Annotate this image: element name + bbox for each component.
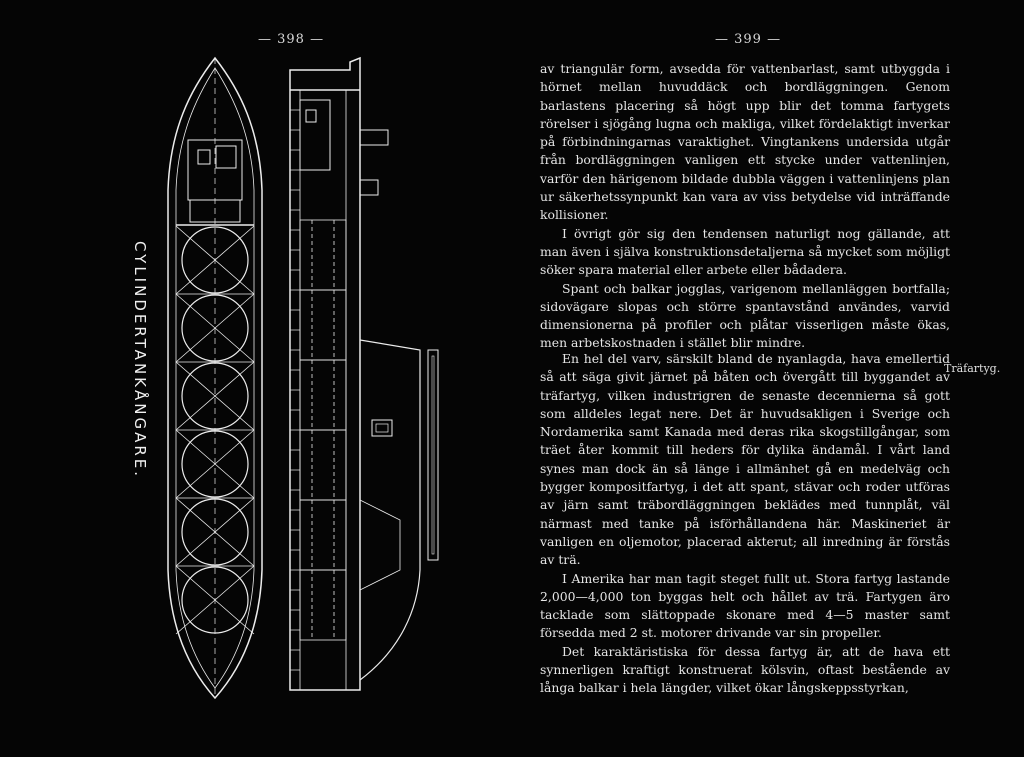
paragraph: En hel del varv, särskilt bland de nyanlagda, hava emellertid så att säga givit järnet på båten och övergått till byggandet av träfartyg, vilken industrigren de senaste decennierna så gott som alldeles legat nere. Det är huvudsakligen i Sverige och Nordamerika samt Kanada med deras rika skogstillgångar, som träet åter kommit till heders för dylika ändamål. I vårt land synes man dock än så länge i allmänhet gå en medelväg och bygger kompositfartyg, i det att spant, stävar och roder utföras av järn samt träbordläggningen beklädes med tunnplåt, väl närmast med tanke på isförhållandena här. Maskineriet är vanligen en oljemotor, placerad akterut; all inredning är förstås av trä. xyxy=(540,351,950,568)
plan-view xyxy=(168,58,262,698)
ship-drawing xyxy=(150,50,490,700)
paragraph: I övrigt gör sig den tendensen naturligt nog gällande, att man även i själva konstruktionsdetaljerna så mycket som möjligt söker spara material eller arbete eller bådadera. xyxy=(540,225,950,278)
side-section-view xyxy=(290,58,438,690)
vertical-caption: CYLINDERTANKÅNGARE. xyxy=(131,240,149,480)
page-number-left: — 398 — xyxy=(258,32,325,47)
text-block-2 xyxy=(540,350,950,698)
margin-note: Träfartyg. xyxy=(944,362,1001,375)
page-number-right: — 399 — xyxy=(715,32,782,47)
paragraph: Spant och balkar jogglas, varigenom mellanläggen bortfalla; sidovägare slopas och större spantavstånd användes, varvid dimensionerna på profiler och plåtar visserligen måste ökas, men arbetskostnaden i stället blir mindre. xyxy=(540,280,950,351)
paragraph: av triangulär form, avsedda för vattenbarlast, samt utbyggda i hörnet mellan huvuddäck och bordläggningen. Genom barlastens placering så högt upp blir det tomma fartygets rörelser i sjögång lugna och makliga, vilket fördelaktigt inverkar på förbindningarnas varaktighet. Vingtankens undersida utgår från bordläggningen vanligen ett stycke under vattenlinjen, varför den härigenom bildade dubbla väggen i vattenlinjens plan ur säkerhetssynpunkt kan vara av viss betydelse vid inträffande kollisioner. xyxy=(540,61,950,223)
text-block-1 xyxy=(540,60,950,353)
paragraph: Det karaktäristiska för dessa fartyg är, att de hava ett synnerligen kraftigt konstruerat kölsvin, oftast bestående av långa balkar i hela längder, vilket ökar långskeppsstyrkan, xyxy=(540,643,950,696)
right-page xyxy=(520,0,1024,757)
paragraph: I Amerika har man tagit steget fullt ut. Stora fartyg lastande 2,000—4,000 ton byggas helt och hållet av trä. Fartygen äro tacklade som slättoppade skonare med 4—5 master samt försedda med 2 st. motorer drivande var sin propeller. xyxy=(540,570,950,641)
